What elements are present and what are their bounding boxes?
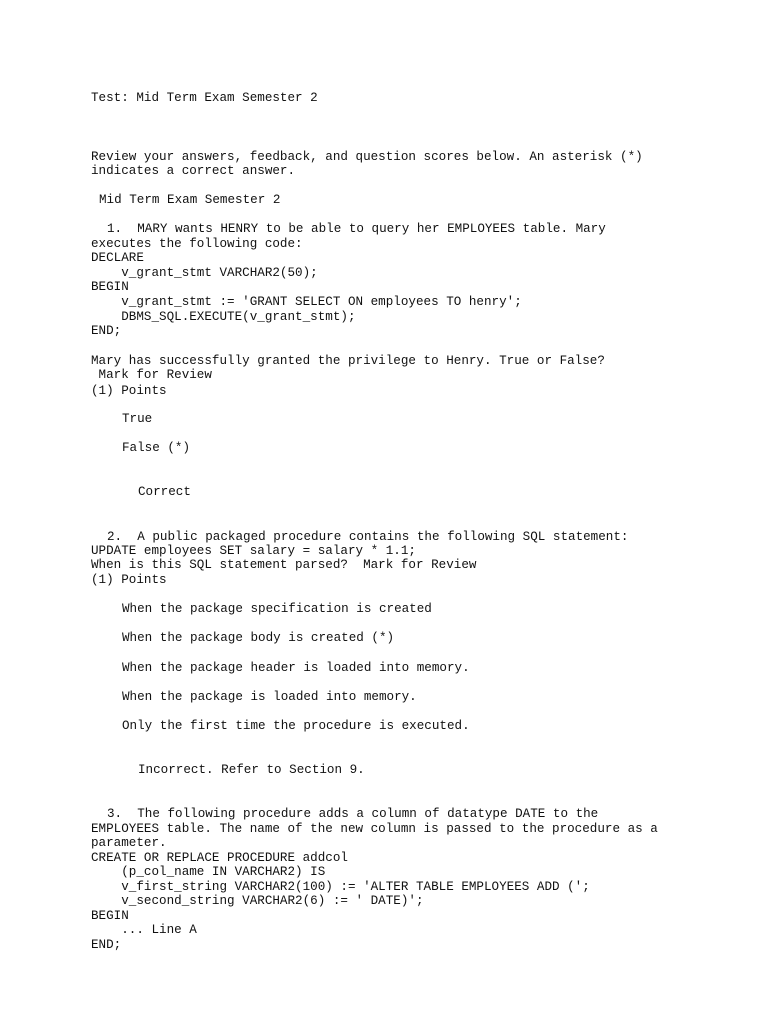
- code-line: DBMS_SQL.EXECUTE(v_grant_stmt);: [91, 310, 356, 324]
- question-prompt-line: When is this SQL statement parsed? Mark for Review: [91, 558, 477, 572]
- question-prompt-line: EMPLOYEES table. The name of the new column is passed to the procedure as a: [91, 822, 658, 836]
- code-line: BEGIN: [91, 909, 129, 923]
- code-line: CREATE OR REPLACE PROCEDURE addcol: [91, 851, 348, 865]
- answer-option: True: [122, 412, 153, 426]
- answer-feedback: Correct: [138, 485, 191, 499]
- question-prompt-line: executes the following code:: [91, 237, 303, 251]
- code-line: END;: [91, 938, 122, 952]
- question-prompt-line: parameter.: [91, 836, 167, 850]
- code-line: v_first_string VARCHAR2(100) := 'ALTER TABLE EMPLOYEES ADD (';: [91, 880, 590, 894]
- answer-option: Only the first time the procedure is executed.: [122, 719, 470, 733]
- answer-option: When the package specification is created: [122, 602, 432, 616]
- code-line: BEGIN: [91, 280, 129, 294]
- test-title: Test: Mid Term Exam Semester 2: [91, 91, 318, 105]
- code-line: ... Line A: [91, 923, 197, 937]
- code-line: v_grant_stmt := 'GRANT SELECT ON employees TO henry';: [91, 295, 522, 309]
- question-number-line: 3. The following procedure adds a column of datatype DATE to the: [107, 807, 599, 821]
- answer-option: When the package body is created (*): [122, 631, 395, 645]
- answer-option: When the package header is loaded into memory.: [122, 661, 470, 675]
- code-line: v_grant_stmt VARCHAR2(50);: [91, 266, 318, 280]
- intro-text-line2: indicates a correct answer.: [91, 164, 296, 178]
- question-number-line: 1. MARY wants HENRY to be able to query her EMPLOYEES table. Mary: [107, 222, 606, 236]
- section-title: Mid Term Exam Semester 2: [99, 193, 281, 207]
- answer-option: When the package is loaded into memory.: [122, 690, 417, 704]
- question-number-line: 2. A public packaged procedure contains the following SQL statement:: [107, 530, 629, 544]
- code-line: END;: [91, 324, 122, 338]
- code-line: DECLARE: [91, 251, 144, 265]
- code-line: (p_col_name IN VARCHAR2) IS: [91, 865, 326, 879]
- answer-feedback: Incorrect. Refer to Section 9.: [138, 763, 365, 777]
- question-prompt-line: Mary has successfully granted the privilege to Henry. True or False?: [91, 354, 605, 368]
- answer-option: False (*): [122, 441, 191, 455]
- mark-for-review-link[interactable]: Mark for Review: [91, 368, 212, 382]
- question-points: (1) Points: [91, 384, 167, 398]
- question-points: (1) Points: [91, 573, 167, 587]
- code-line: v_second_string VARCHAR2(6) := ' DATE)';: [91, 894, 424, 908]
- code-line: UPDATE employees SET salary = salary * 1.1;: [91, 544, 416, 558]
- intro-text-line1: Review your answers, feedback, and question scores below. An asterisk (*): [91, 150, 643, 164]
